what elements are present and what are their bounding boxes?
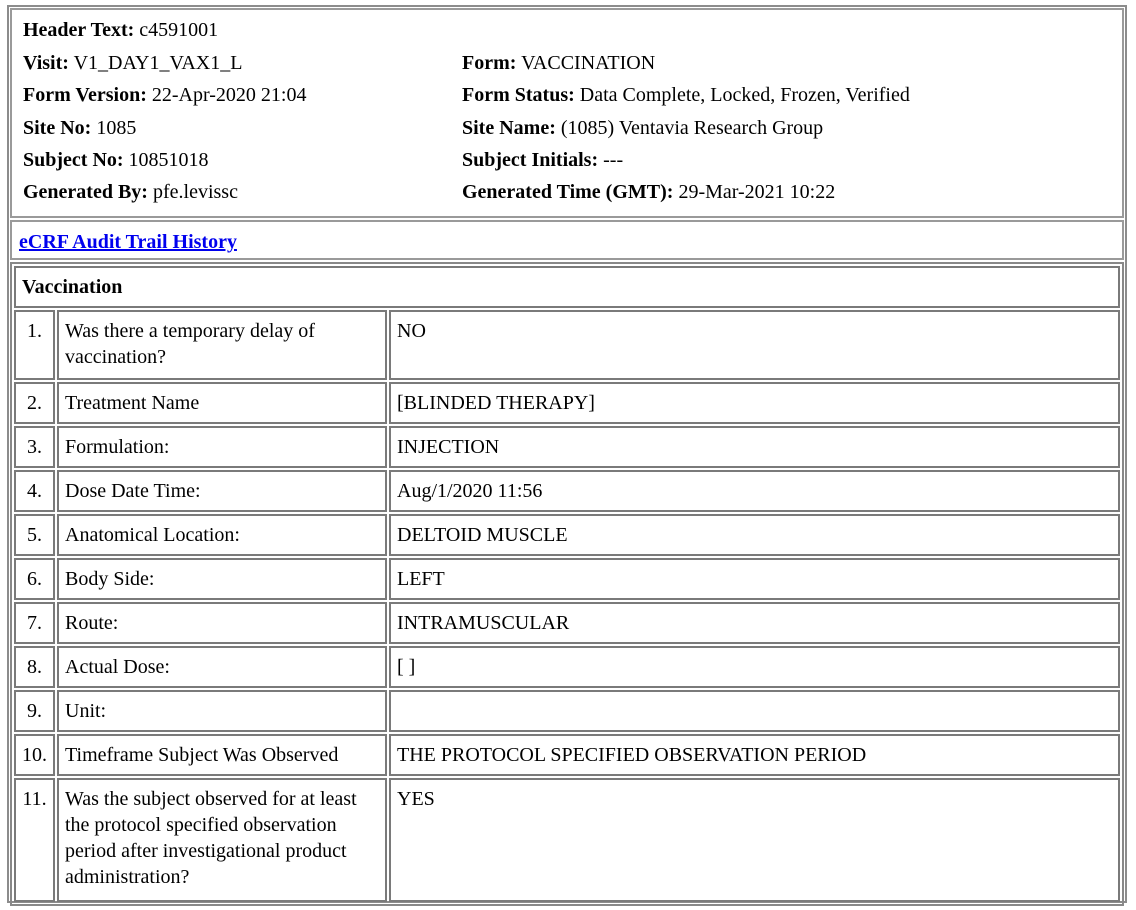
row-number: 1. [14,310,55,380]
form-version-value: 22-Apr-2020 21:04 [151,84,307,106]
subject-initials-label: Subject Initials: [462,149,599,171]
visit-line [23,51,242,75]
row-answer: YES [389,778,1120,902]
table-row [14,646,1120,688]
table-row [14,602,1120,644]
subject-no-label: Subject No: [23,149,124,171]
form-status-line [462,83,910,107]
table-row [14,734,1120,776]
table-row [14,558,1120,600]
row-number: 2. [14,382,55,424]
row-answer: NO [389,310,1120,380]
site-no-line [23,116,136,140]
form-version-label: Form Version: [23,84,147,106]
audit-trail-link[interactable]: eCRF Audit Trail History [19,231,237,253]
form-status-label: Form Status: [462,84,575,106]
row-question: Timeframe Subject Was Observed [57,734,387,776]
form-label: Form: [462,52,517,74]
form-line [462,51,655,75]
subject-no-line [23,148,209,172]
subject-initials-value: --- [603,149,624,171]
form-header [10,8,1124,218]
row-answer: [BLINDED THERAPY] [389,382,1120,424]
visit-label: Visit: [23,52,69,74]
site-name-line [462,116,823,140]
visit-value: V1_DAY1_VAX1_L [73,52,243,74]
table-row [14,382,1120,424]
header-text-value: c4591001 [139,19,219,41]
row-question: Body Side: [57,558,387,600]
site-no-value: 1085 [96,117,137,139]
generated-time-line [462,180,835,204]
row-number: 3. [14,426,55,468]
row-number: 10. [14,734,55,776]
table-row [14,514,1120,556]
row-answer: Aug/1/2020 11:56 [389,470,1120,512]
row-question: Formulation: [57,426,387,468]
row-answer [389,690,1120,732]
table-row [14,690,1120,732]
generated-by-label: Generated By: [23,181,148,203]
row-question: Anatomical Location: [57,514,387,556]
generated-by-line [23,180,238,204]
subject-initials-line [462,148,623,172]
form-status-value: Data Complete, Locked, Frozen, Verified [579,84,910,106]
header-text-label: Header Text: [23,19,135,41]
site-no-label: Site No: [23,117,92,139]
section-row [14,266,1120,308]
row-number: 5. [14,514,55,556]
form-version-line [23,83,306,107]
row-number: 6. [14,558,55,600]
row-number: 4. [14,470,55,512]
table-row [14,778,1120,902]
row-question: Route: [57,602,387,644]
row-question: Was the subject observed for at least the protocol specified observation period after investigational product administration? [57,778,387,902]
form-value: VACCINATION [521,52,656,74]
row-question: Was there a temporary delay of vaccination? [57,310,387,380]
row-number: 9. [14,690,55,732]
row-question: Treatment Name [57,382,387,424]
vaccination-table [10,262,1124,906]
row-number: 8. [14,646,55,688]
row-answer: [ ] [389,646,1120,688]
row-answer: THE PROTOCOL SPECIFIED OBSERVATION PERIOD [389,734,1120,776]
section-title: Vaccination [14,266,1120,308]
row-number: 7. [14,602,55,644]
generated-time-label: Generated Time (GMT): [462,181,674,203]
table-row [14,470,1120,512]
row-answer: DELTOID MUSCLE [389,514,1120,556]
site-name-value: (1085) Ventavia Research Group [560,117,824,139]
table-row [14,426,1120,468]
site-name-label: Site Name: [462,117,556,139]
subject-no-value: 10851018 [128,149,209,171]
row-number: 11. [14,778,55,902]
row-question: Dose Date Time: [57,470,387,512]
generated-by-value: pfe.levissc [152,181,238,203]
row-question: Actual Dose: [57,646,387,688]
header-text-line [23,18,218,42]
audit-link-bar [10,220,1124,260]
row-answer: LEFT [389,558,1120,600]
row-answer: INJECTION [389,426,1120,468]
table-row [14,310,1120,380]
generated-time-value: 29-Mar-2021 10:22 [678,181,836,203]
row-answer: INTRAMUSCULAR [389,602,1120,644]
row-question: Unit: [57,690,387,732]
